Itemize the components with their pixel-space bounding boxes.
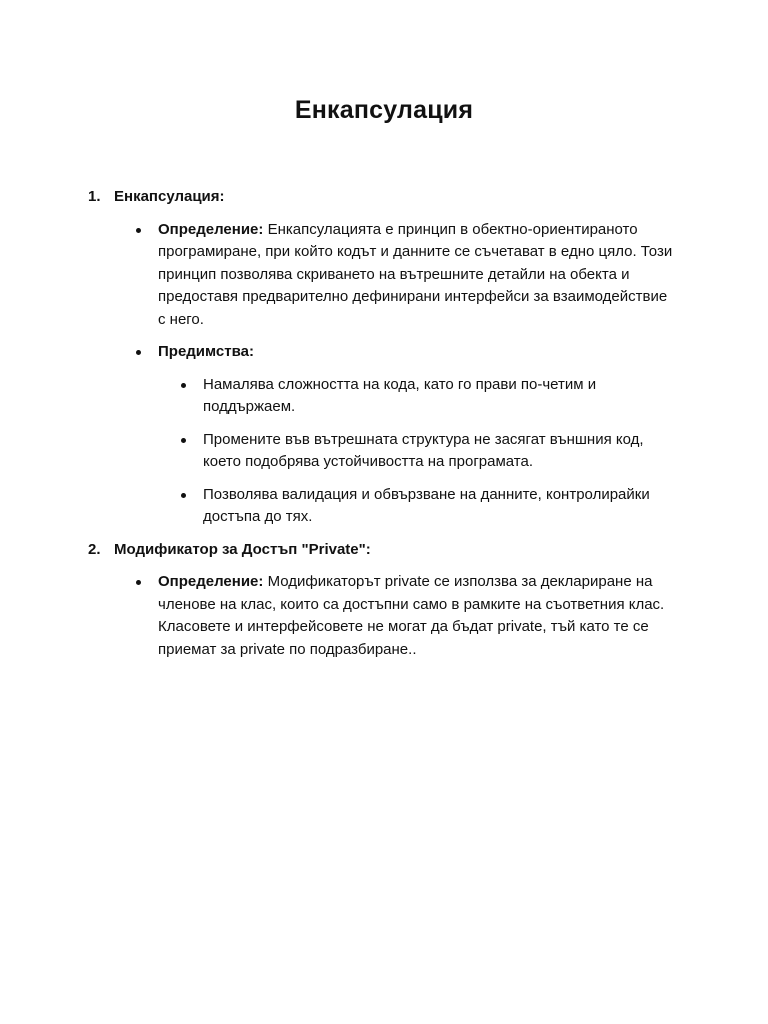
advantage-text: Позволява валидация и обвързване на данните, контролирайки достъпа до тях. [203, 485, 650, 525]
bullet-icon [178, 484, 203, 529]
section-heading-private-modifier [88, 539, 688, 562]
bullet-icon [178, 429, 203, 474]
advantage-item [88, 429, 688, 474]
advantages-label: Предимства: [158, 343, 254, 360]
bullet-icon [133, 219, 158, 332]
section-number: 2. [88, 540, 101, 558]
bullet-icon [178, 374, 203, 419]
document-body [88, 186, 688, 671]
document-title: Енкапсулация [294, 96, 474, 124]
advantage-item [88, 484, 688, 529]
advantages-bullet [88, 341, 688, 364]
bullet-icon [133, 571, 158, 661]
advantage-item [88, 374, 688, 419]
definition-label: Определение: [158, 573, 264, 590]
section-heading-encapsulation [88, 186, 688, 209]
definition-text: Енкапсулацията е принцип в обектно-ориентираното програмиране, при който кодът и данните се съчетават в едно цяло. Този принцип позволява скриването на вътрешните детайли на обекта и предоставя предварително дефинирани интерфейси за взаимодействие с него. [158, 220, 673, 328]
bullet-icon [133, 341, 158, 364]
definition-text-block [158, 571, 678, 661]
definition-label: Определение: [158, 220, 264, 238]
definition-text: Модификаторът private се използва за деклариране на членове на клас, които са достъпни само в рамките на съответния клас. Класовете и интерфейсовете не могат да бъдат private, тъй като те се приемат за private по подразбиране.. [158, 573, 665, 658]
definition-bullet [88, 571, 688, 661]
definition-text-block [158, 219, 678, 332]
definition-bullet [88, 219, 688, 332]
section-number: 1. [88, 188, 101, 205]
section-heading-text: Енкапсулация: [114, 188, 225, 205]
advantage-text: Промените във вътрешната структура не засягат външния код, което подобрява устойчивостта на програмата. [203, 430, 644, 470]
advantage-text: Намалява сложността на кода, като го прави по-четим и поддържаем. [203, 375, 597, 415]
section-heading-text: Модификатор за Достъп "Private": [114, 540, 371, 558]
